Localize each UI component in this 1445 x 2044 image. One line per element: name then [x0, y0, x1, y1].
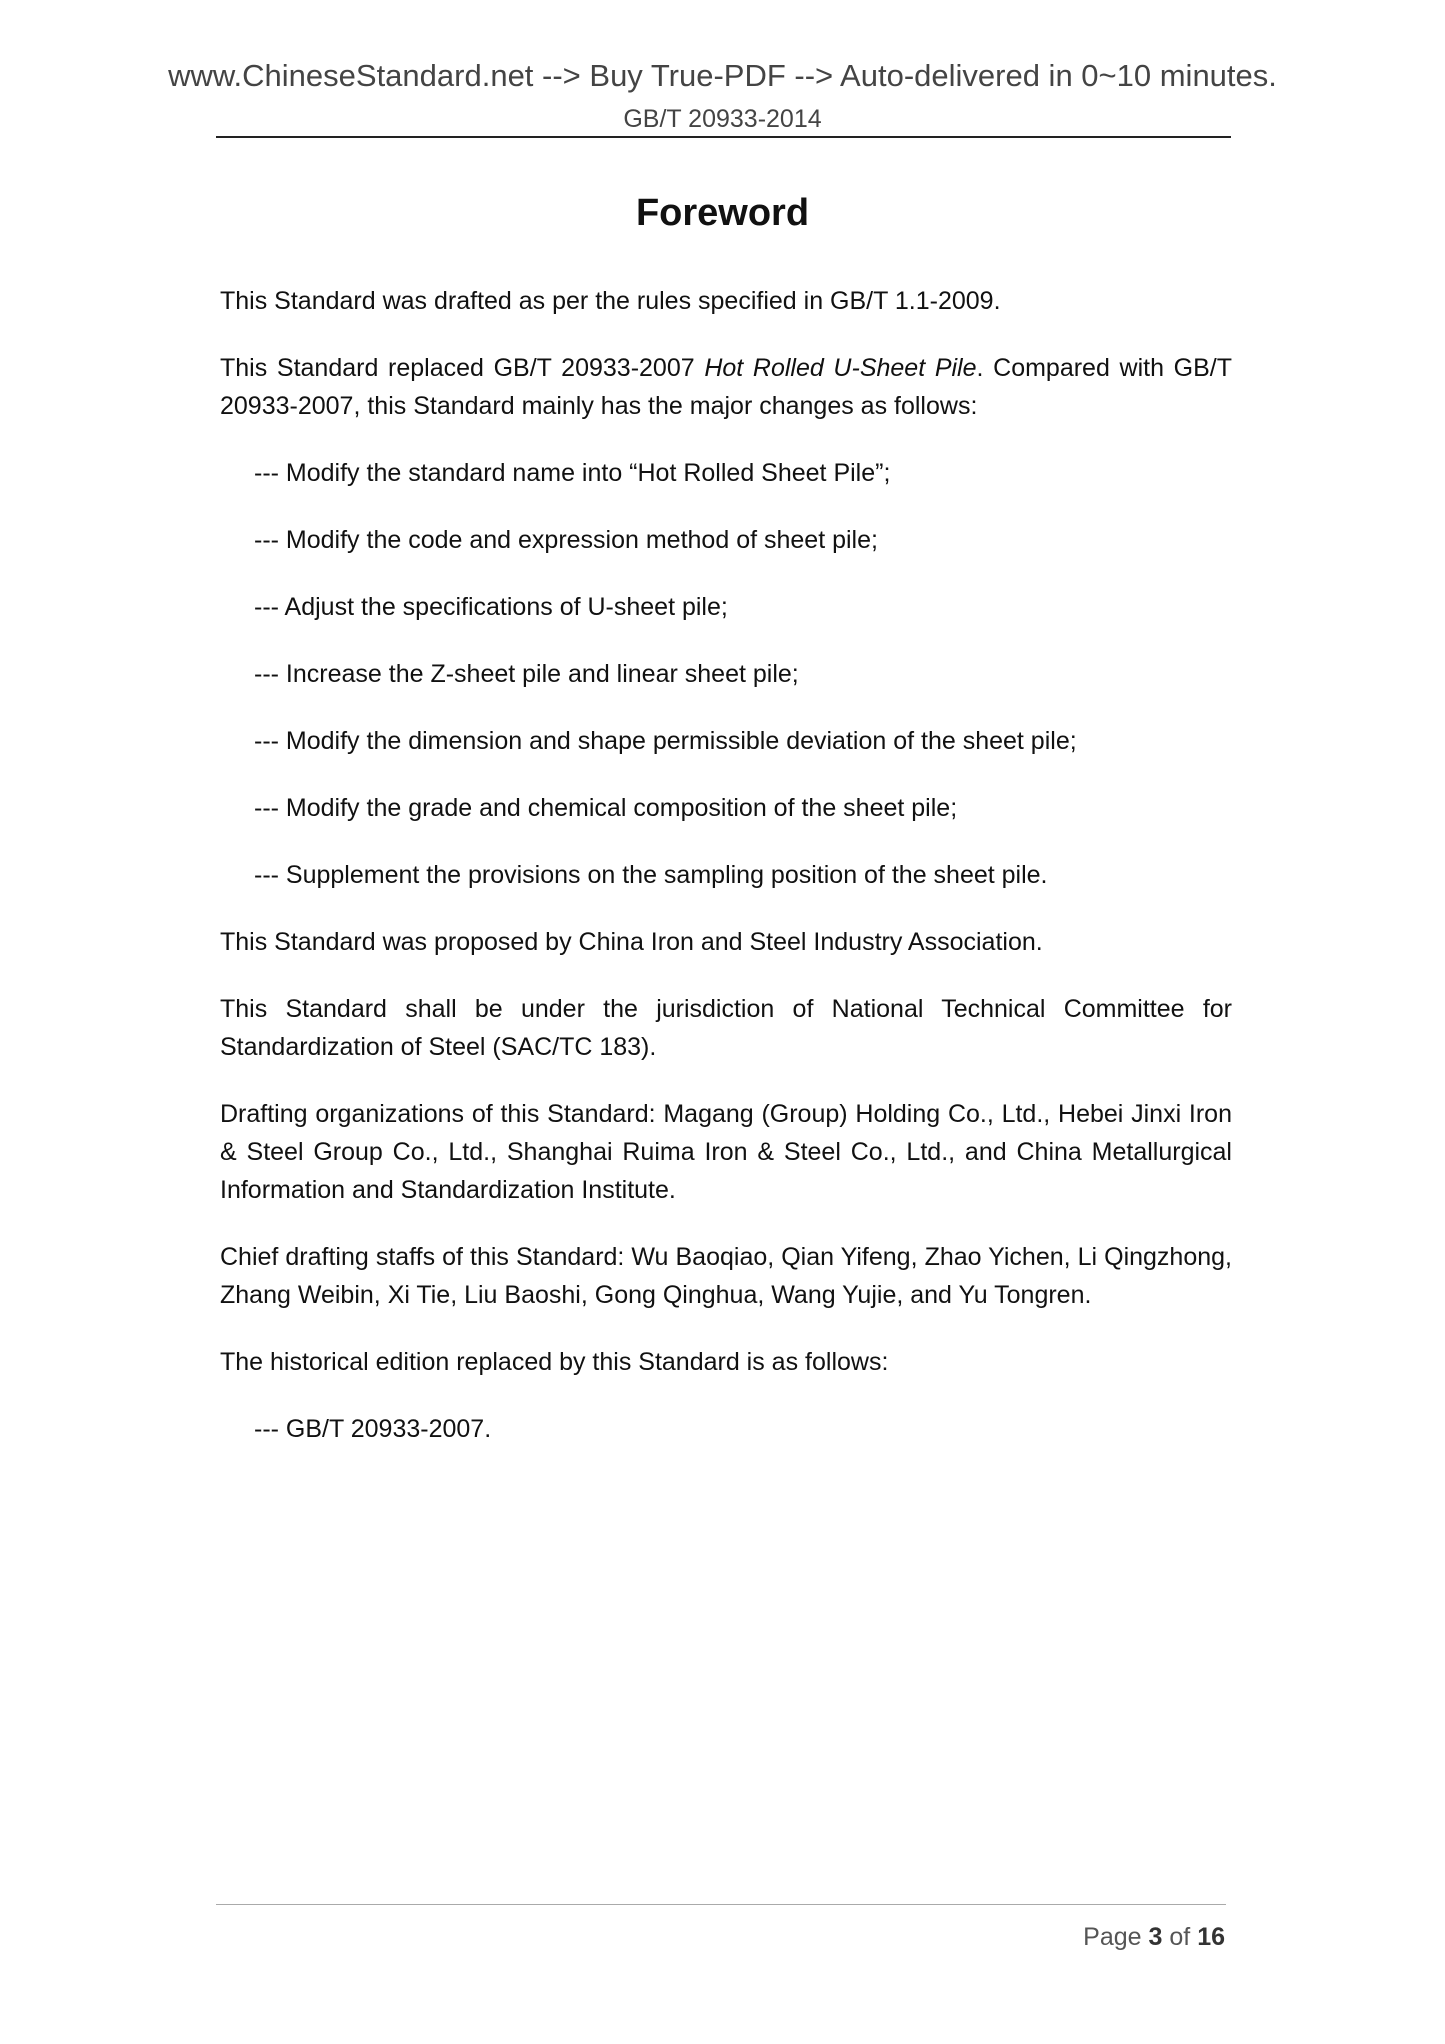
header-divider [216, 136, 1231, 138]
footer-divider [216, 1904, 1226, 1905]
current-page: 3 [1148, 1923, 1163, 1951]
standard-code: GB/T 20933-2014 [623, 105, 822, 133]
change-item: --- Modify the grade and chemical composition of the sheet pile; [254, 794, 958, 822]
change-item: --- Modify the code and expression method of sheet pile; [254, 526, 878, 554]
replaced-standard-title: Hot Rolled U-Sheet Pile [704, 354, 977, 382]
paragraph-historical-edition: The historical edition replaced by this Standard is as follows: [220, 1348, 889, 1376]
change-item: --- Modify the dimension and shape permissible deviation of the sheet pile; [254, 727, 1077, 755]
document-body [220, 282, 1232, 1477]
total-pages: 16 [1197, 1923, 1225, 1951]
change-item: --- Adjust the specifications of U-sheet pile; [254, 593, 728, 621]
replacement-text-start: This Standard replaced GB/T 20933-2007 [220, 354, 705, 382]
history-item: --- GB/T 20933-2007. [254, 1415, 492, 1443]
site-banner: www.ChineseStandard.net --> Buy True-PDF --> Auto-delivered in 0~10 minutes. [168, 58, 1277, 93]
page-title: Foreword [635, 192, 810, 234]
of-label: of [1169, 1923, 1191, 1951]
change-item: --- Modify the standard name into “Hot Rolled Sheet Pile”; [254, 459, 891, 487]
page-number [1083, 1922, 1225, 1952]
paragraph-jurisdiction: This Standard shall be under the jurisdiction of National Technical Committee for Standardization of Steel (SAC/TC 183). [220, 995, 1232, 1061]
paragraph-drafting-organizations: Drafting organizations of this Standard: Magang (Group) Holding Co., Ltd., Hebei Jinxi Iron & Steel Group Co., Ltd., Shanghai Ruima Iron & Steel Co., Ltd., and China Metallurgical Information and Standardization Institute. [220, 1100, 1232, 1204]
change-item: --- Supplement the provisions on the sampling position of the sheet pile. [254, 861, 1048, 889]
paragraph-replacement [220, 349, 1232, 425]
paragraph-proposer: This Standard was proposed by China Iron and Steel Industry Association. [220, 928, 1043, 956]
paragraph-chief-drafters: Chief drafting staffs of this Standard: Wu Baoqiao, Qian Yifeng, Zhao Yichen, Li Qingzhong, Zhang Weibin, Xi Tie, Liu Baoshi, Gong Qinghua, Wang Yujie, and Yu Tongren. [220, 1243, 1232, 1309]
replacement-text-end: . Compared with GB/T 20933-2007, this Standard mainly has the major changes as follows: [220, 354, 1232, 420]
change-item: --- Increase the Z-sheet pile and linear sheet pile; [254, 660, 799, 688]
paragraph-drafting-rules: This Standard was drafted as per the rules specified in GB/T 1.1-2009. [220, 287, 1001, 315]
page-label: Page [1083, 1923, 1142, 1951]
